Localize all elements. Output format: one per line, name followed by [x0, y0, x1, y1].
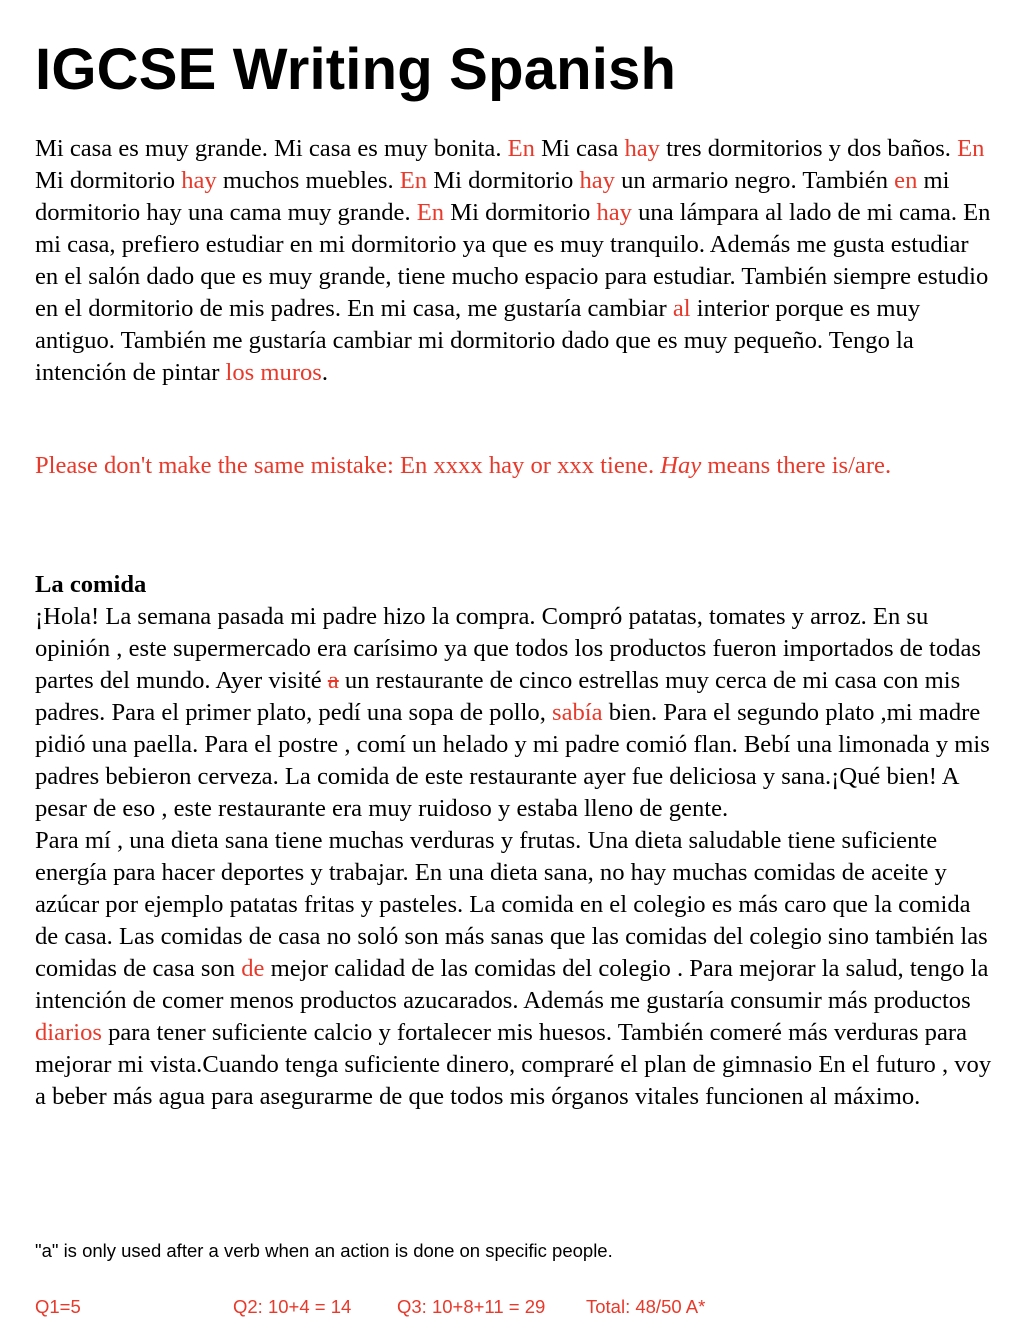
essay2-text: un restaurante de cinco estrellas muy cerca de mi casa con mis padres. Para el primer plato, pedí una sopa de pollo, — [35, 667, 961, 726]
essay2-correction: diarios — [35, 1019, 102, 1046]
essay2-correction: de — [241, 955, 265, 982]
essay-food-section — [35, 569, 995, 1113]
essay1-text: Mi casa — [534, 135, 625, 162]
score-total: Total: 48/50 A* — [586, 1296, 706, 1317]
essay1-text: Mi casa es muy grande. Mi casa es muy bonita. — [35, 135, 508, 162]
feedback-italic-hay: Hay — [660, 452, 702, 479]
essay1-correction: En — [957, 135, 985, 162]
essay1-text: un armario negro. También — [614, 167, 895, 194]
feedback-part1: Please don't make the same mistake: En xxxx hay or xxx tiene. — [35, 452, 661, 479]
score-q3: Q3: 10+8+11 = 29 — [397, 1296, 546, 1317]
section-heading-la-comida: La comida — [35, 571, 147, 598]
essay1-text: una lámpara al lado de mi cama. En mi casa, prefiero estudiar en mi dormitorio ya que es muy tranquilo. Además me gusta estudiar en el salón dado que es muy grande, tiene mucho espacio para estudiar. También siempre estudio en el dormitorio de mis padres. En mi casa, me gustaría cambiar — [35, 199, 991, 322]
essay1-correction: En — [507, 135, 535, 162]
teacher-feedback-hay — [35, 450, 995, 482]
essay2-strikethrough-correction: a — [327, 667, 339, 694]
essay1-text: tres dormitorios y dos baños. — [659, 135, 958, 162]
essay2-text: ¡Hola! La semana pasada mi padre hizo la compra. Compró patatas, tomates y arroz. En su opinión , este supermercado era carísimo ya que todos los productos fueron importados de todas partes del mundo. Ayer visité — [35, 603, 981, 694]
essay2-text: mejor calidad de las comidas del colegio . Para mejorar la salud, tengo la intención de comer menos productos azucarados. Además me gustaría consumir más productos — [35, 955, 989, 1014]
essay1-correction: En — [399, 167, 428, 194]
essay1-correction: hay — [181, 167, 217, 194]
essay-food-paragraph — [35, 601, 995, 1113]
teacher-note-personal-a: "a" is only used after a verb when an action is done on specific people. — [35, 1240, 613, 1261]
essay1-correction: hay — [579, 167, 615, 194]
essay-house-paragraph — [35, 133, 995, 389]
essay2-text: Para mí , una dieta sana tiene muchas verduras y frutas. Una dieta saludable tiene suficiente energía para hacer deportes y trabajar. En una dieta sana, no hay muchas comidas de aceite y azúcar por ejemplo patatas fritas y pasteles. La comida en el colegio es más caro que la comida de casa. Las comidas de casa no soló son más sanas que las comidas del colegio sino también las comidas de casa son — [35, 827, 988, 982]
essay1-text: Mi dormitorio — [427, 167, 580, 194]
essay1-text: mi dormitorio hay una cama muy grande. — [35, 167, 950, 226]
essay1-text: Mi dormitorio — [444, 199, 597, 226]
essay1-text: . — [321, 359, 329, 386]
essay1-text: Mi dormitorio — [35, 167, 182, 194]
feedback-part2: means there is/are. — [701, 452, 892, 479]
score-q1: Q1=5 — [35, 1296, 81, 1317]
essay1-text: interior porque es muy antiguo. También me gustaría cambiar mi dormitorio dado que es muy pequeño. Tengo la intención de pintar — [35, 295, 921, 386]
essay2-correction: sabía — [552, 699, 603, 726]
essay1-correction: hay — [624, 135, 660, 162]
essay2-text: bien. Para el segundo plato ,mi madre pidió una paella. Para el postre , comí un helado y mi padre comió flan. Bebí una limonada y mis padres bebieron cerveza. La comida de este restaurante ayer fue deliciosa y sana.¡Qué bien! A pesar de eso , este restaurante era muy ruidoso y estaba lleno de gente. — [35, 699, 990, 822]
essay1-correction: hay — [596, 199, 632, 226]
essay1-correction: En — [416, 199, 445, 226]
essay2-text: para tener suficiente calcio y fortalecer mis huesos. También comeré más verduras para mejorar mi vista.Cuando tenga suficiente dinero, compraré el plan de gimnasio En el futuro , voy a beber más agua para asegurarme de que todos mis órganos vitales funcionen al máximo. — [35, 1019, 992, 1110]
essay1-correction: en — [894, 167, 918, 194]
score-q2: Q2: 10+4 = 14 — [233, 1296, 352, 1317]
essay1-text: muchos muebles. — [216, 167, 400, 194]
essay1-correction: al — [672, 295, 691, 322]
essay1-correction: los muros — [225, 359, 322, 386]
page-title: IGCSE Writing Spanish — [35, 37, 677, 102]
